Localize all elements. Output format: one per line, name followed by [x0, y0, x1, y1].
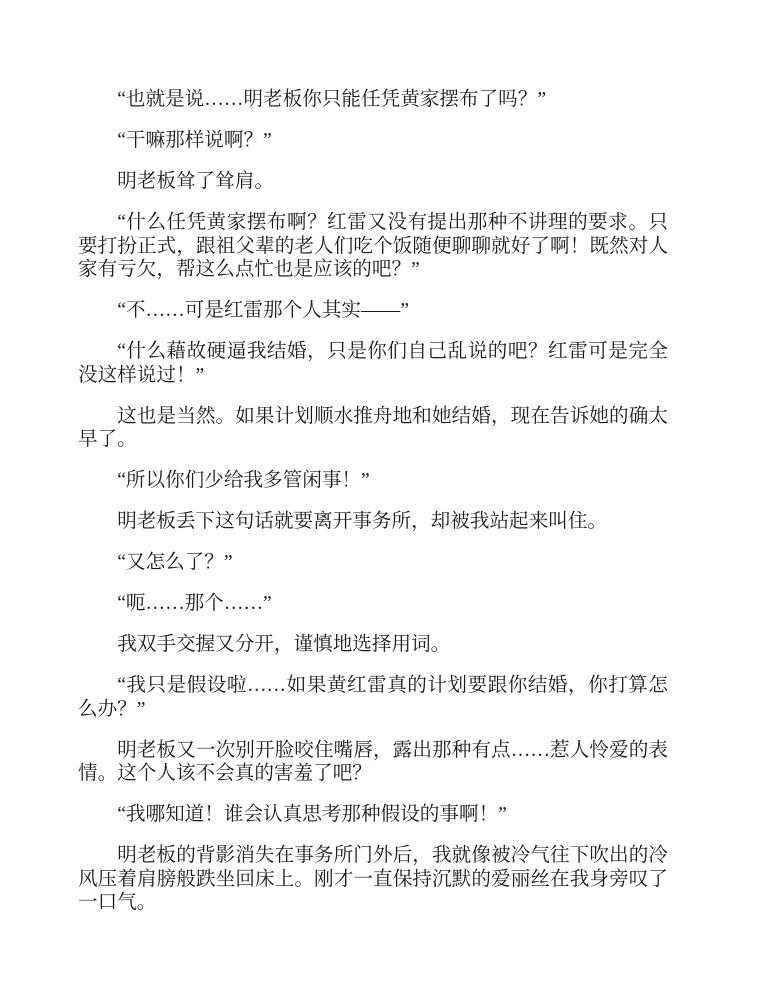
paragraph: 明老板丢下这句话就要离开事务所，却被我站起来叫住。 — [117, 511, 608, 532]
paragraph: 这也是当然。如果计划顺水推舟地和她结婚，现在告诉她的确太早了。 — [78, 405, 668, 450]
paragraph: “干嘛那样说啊？” — [117, 130, 272, 151]
paragraph: “什么藉故硬逼我结婚，只是你们自己乱说的吧？红雷可是完全没这样说过！” — [78, 341, 668, 386]
paragraph: “又怎么了？” — [117, 552, 233, 573]
paragraph: “我只是假设啦……如果黄红雷真的计划要跟你结婚，你打算怎么办？” — [78, 675, 668, 720]
paragraph: 明老板的背影消失在事务所门外后，我就像被冷气往下吹出的冷风压着肩膀般跌坐回床上。刚才一直保持沉默的爱丽丝在我身旁叹了一口气。 — [78, 845, 668, 913]
paragraph: 我双手交握又分开，谨慎地选择用词。 — [117, 634, 451, 655]
paragraph: “什么任凭黄家摆布啊？红雷又没有提出那种不讲理的要求。只要打扮正式，跟祖父辈的老人们吃个饭随便聊聊就好了啊！既然对人家有亏欠，帮这么点忙也是应该的吧？” — [78, 212, 668, 280]
paragraph: “不……可是红雷那个人其实——” — [117, 300, 409, 321]
paragraph: “所以你们少给我多管闲事！” — [117, 470, 370, 491]
paragraph: 明老板耸了耸肩。 — [117, 171, 274, 192]
paragraph: “我哪知道！谁会认真思考那种假设的事啊！” — [117, 804, 507, 825]
paragraph: “也就是说……明老板你只能任凭黄家摆布了吗？” — [117, 89, 547, 110]
paragraph: “呃……那个……” — [117, 593, 272, 614]
text-block — [78, 88, 668, 915]
paragraph: 明老板又一次别开脸咬住嘴唇，露出那种有点……惹人怜爱的表情。这个人该不会真的害羞了吧？ — [78, 739, 668, 784]
